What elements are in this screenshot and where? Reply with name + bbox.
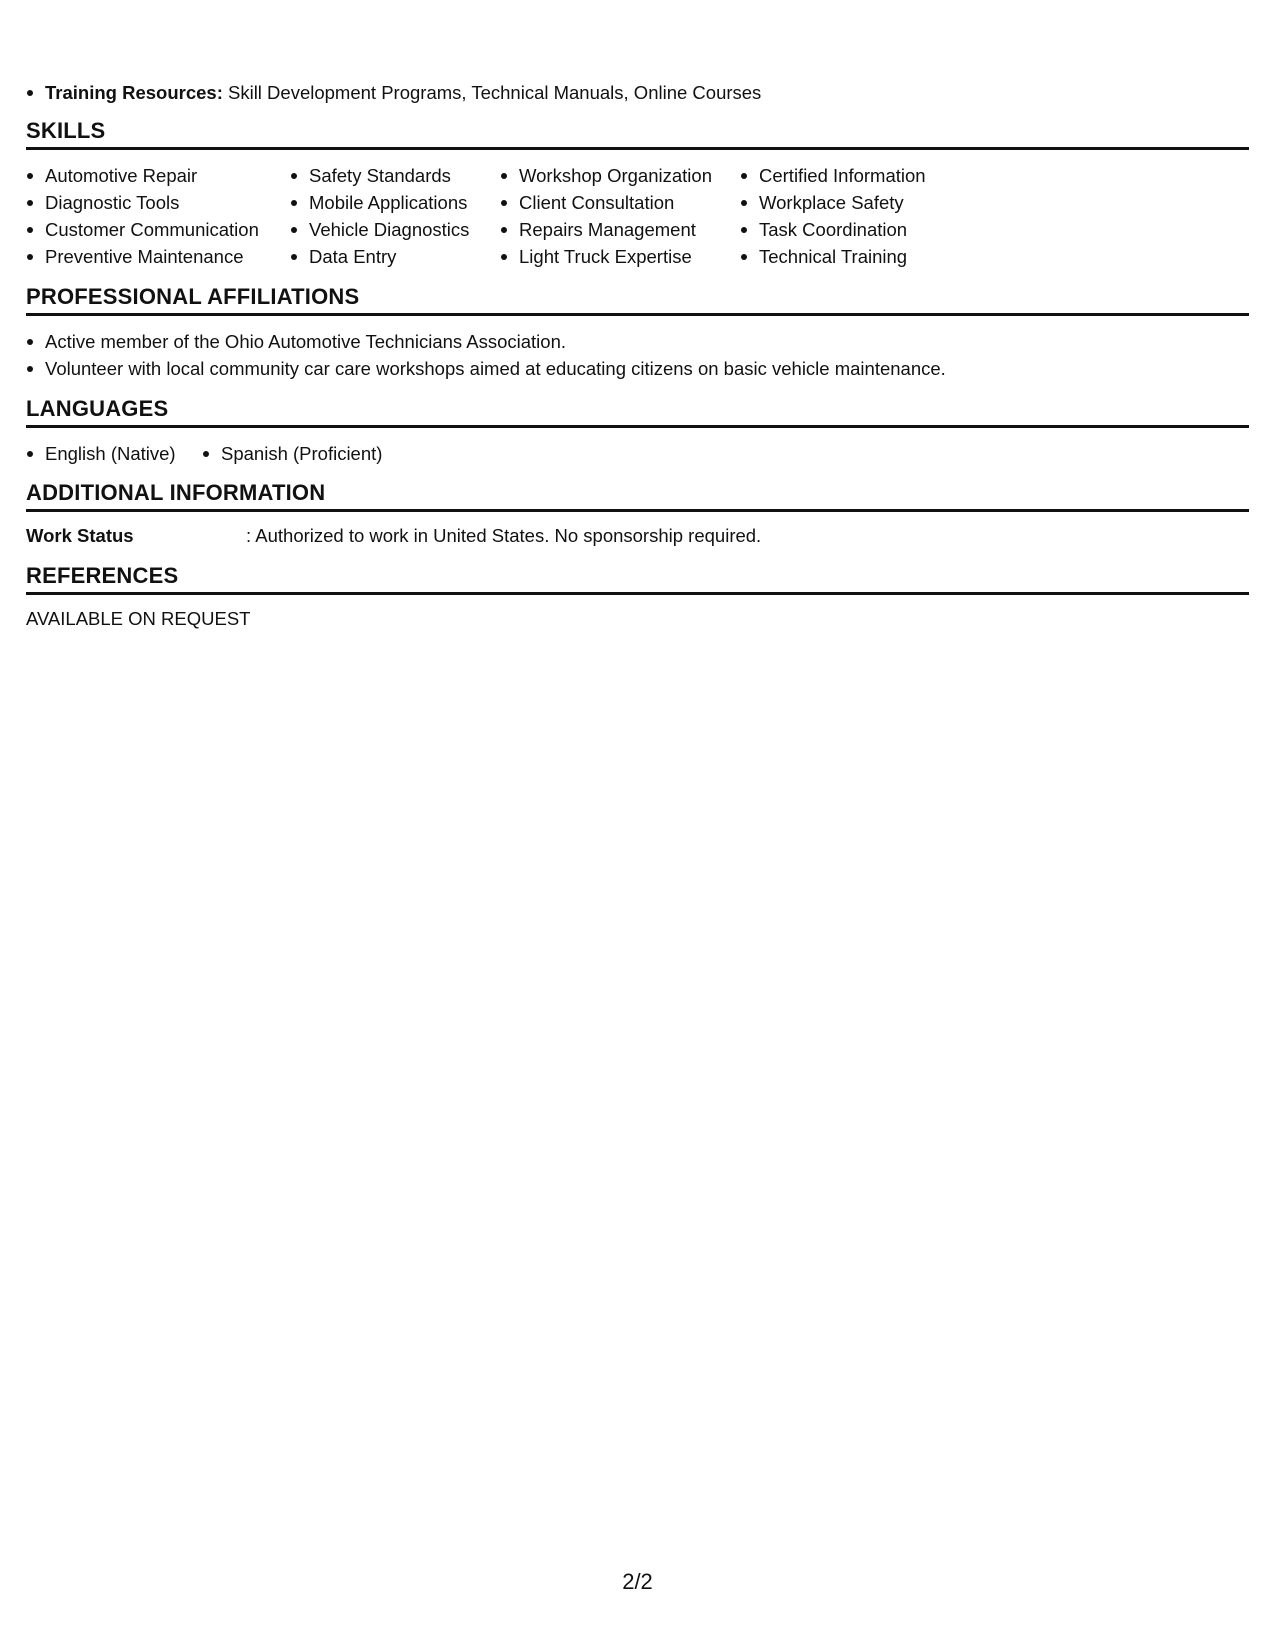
language-item: Spanish (Proficient) xyxy=(202,440,382,467)
additional-info-heading: ADDITIONAL INFORMATION xyxy=(26,480,1249,512)
skill-item: Task Coordination xyxy=(740,216,926,243)
references-heading: REFERENCES xyxy=(26,563,1249,595)
skill-item: Automotive Repair xyxy=(26,162,259,189)
training-list xyxy=(26,79,761,106)
skills-heading: SKILLS xyxy=(26,118,1249,150)
skill-item: Mobile Applications xyxy=(290,189,469,216)
skill-item: Repairs Management xyxy=(500,216,712,243)
skill-item: Client Consultation xyxy=(500,189,712,216)
list-item xyxy=(26,79,761,106)
skill-item: Certified Information xyxy=(740,162,926,189)
skill-item: Safety Standards xyxy=(290,162,469,189)
skill-item: Workplace Safety xyxy=(740,189,926,216)
training-resources-value: Skill Development Programs, Technical Manuals, Online Courses xyxy=(228,82,762,103)
skill-item: Workshop Organization xyxy=(500,162,712,189)
affiliations-heading: PROFESSIONAL AFFILIATIONS xyxy=(26,284,1249,316)
work-status-label: Work Status xyxy=(26,525,134,546)
work-status-value: : Authorized to work in United States. No sponsorship required. xyxy=(246,525,762,546)
skill-item: Preventive Maintenance xyxy=(26,243,259,270)
languages-heading: LANGUAGES xyxy=(26,396,1249,428)
skills-column-1 xyxy=(26,162,259,270)
references-text: AVAILABLE ON REQUEST xyxy=(26,608,251,629)
skill-item: Light Truck Expertise xyxy=(500,243,712,270)
skills-column-3 xyxy=(500,162,712,270)
skill-item: Technical Training xyxy=(740,243,926,270)
skill-item: Data Entry xyxy=(290,243,469,270)
skill-item: Diagnostic Tools xyxy=(26,189,259,216)
affiliations-list xyxy=(26,328,946,382)
skills-column-2 xyxy=(290,162,469,270)
page-number: 2/2 xyxy=(622,1569,653,1594)
language-item: English (Native) xyxy=(26,440,176,467)
affiliation-item: Active member of the Ohio Automotive Technicians Association. xyxy=(26,328,946,355)
affiliation-item: Volunteer with local community car care workshops aimed at educating citizens on basic vehicle maintenance. xyxy=(26,355,946,382)
training-resources-label: Training Resources: xyxy=(45,82,223,103)
skill-item: Customer Communication xyxy=(26,216,259,243)
skills-column-4 xyxy=(740,162,926,270)
skill-item: Vehicle Diagnostics xyxy=(290,216,469,243)
